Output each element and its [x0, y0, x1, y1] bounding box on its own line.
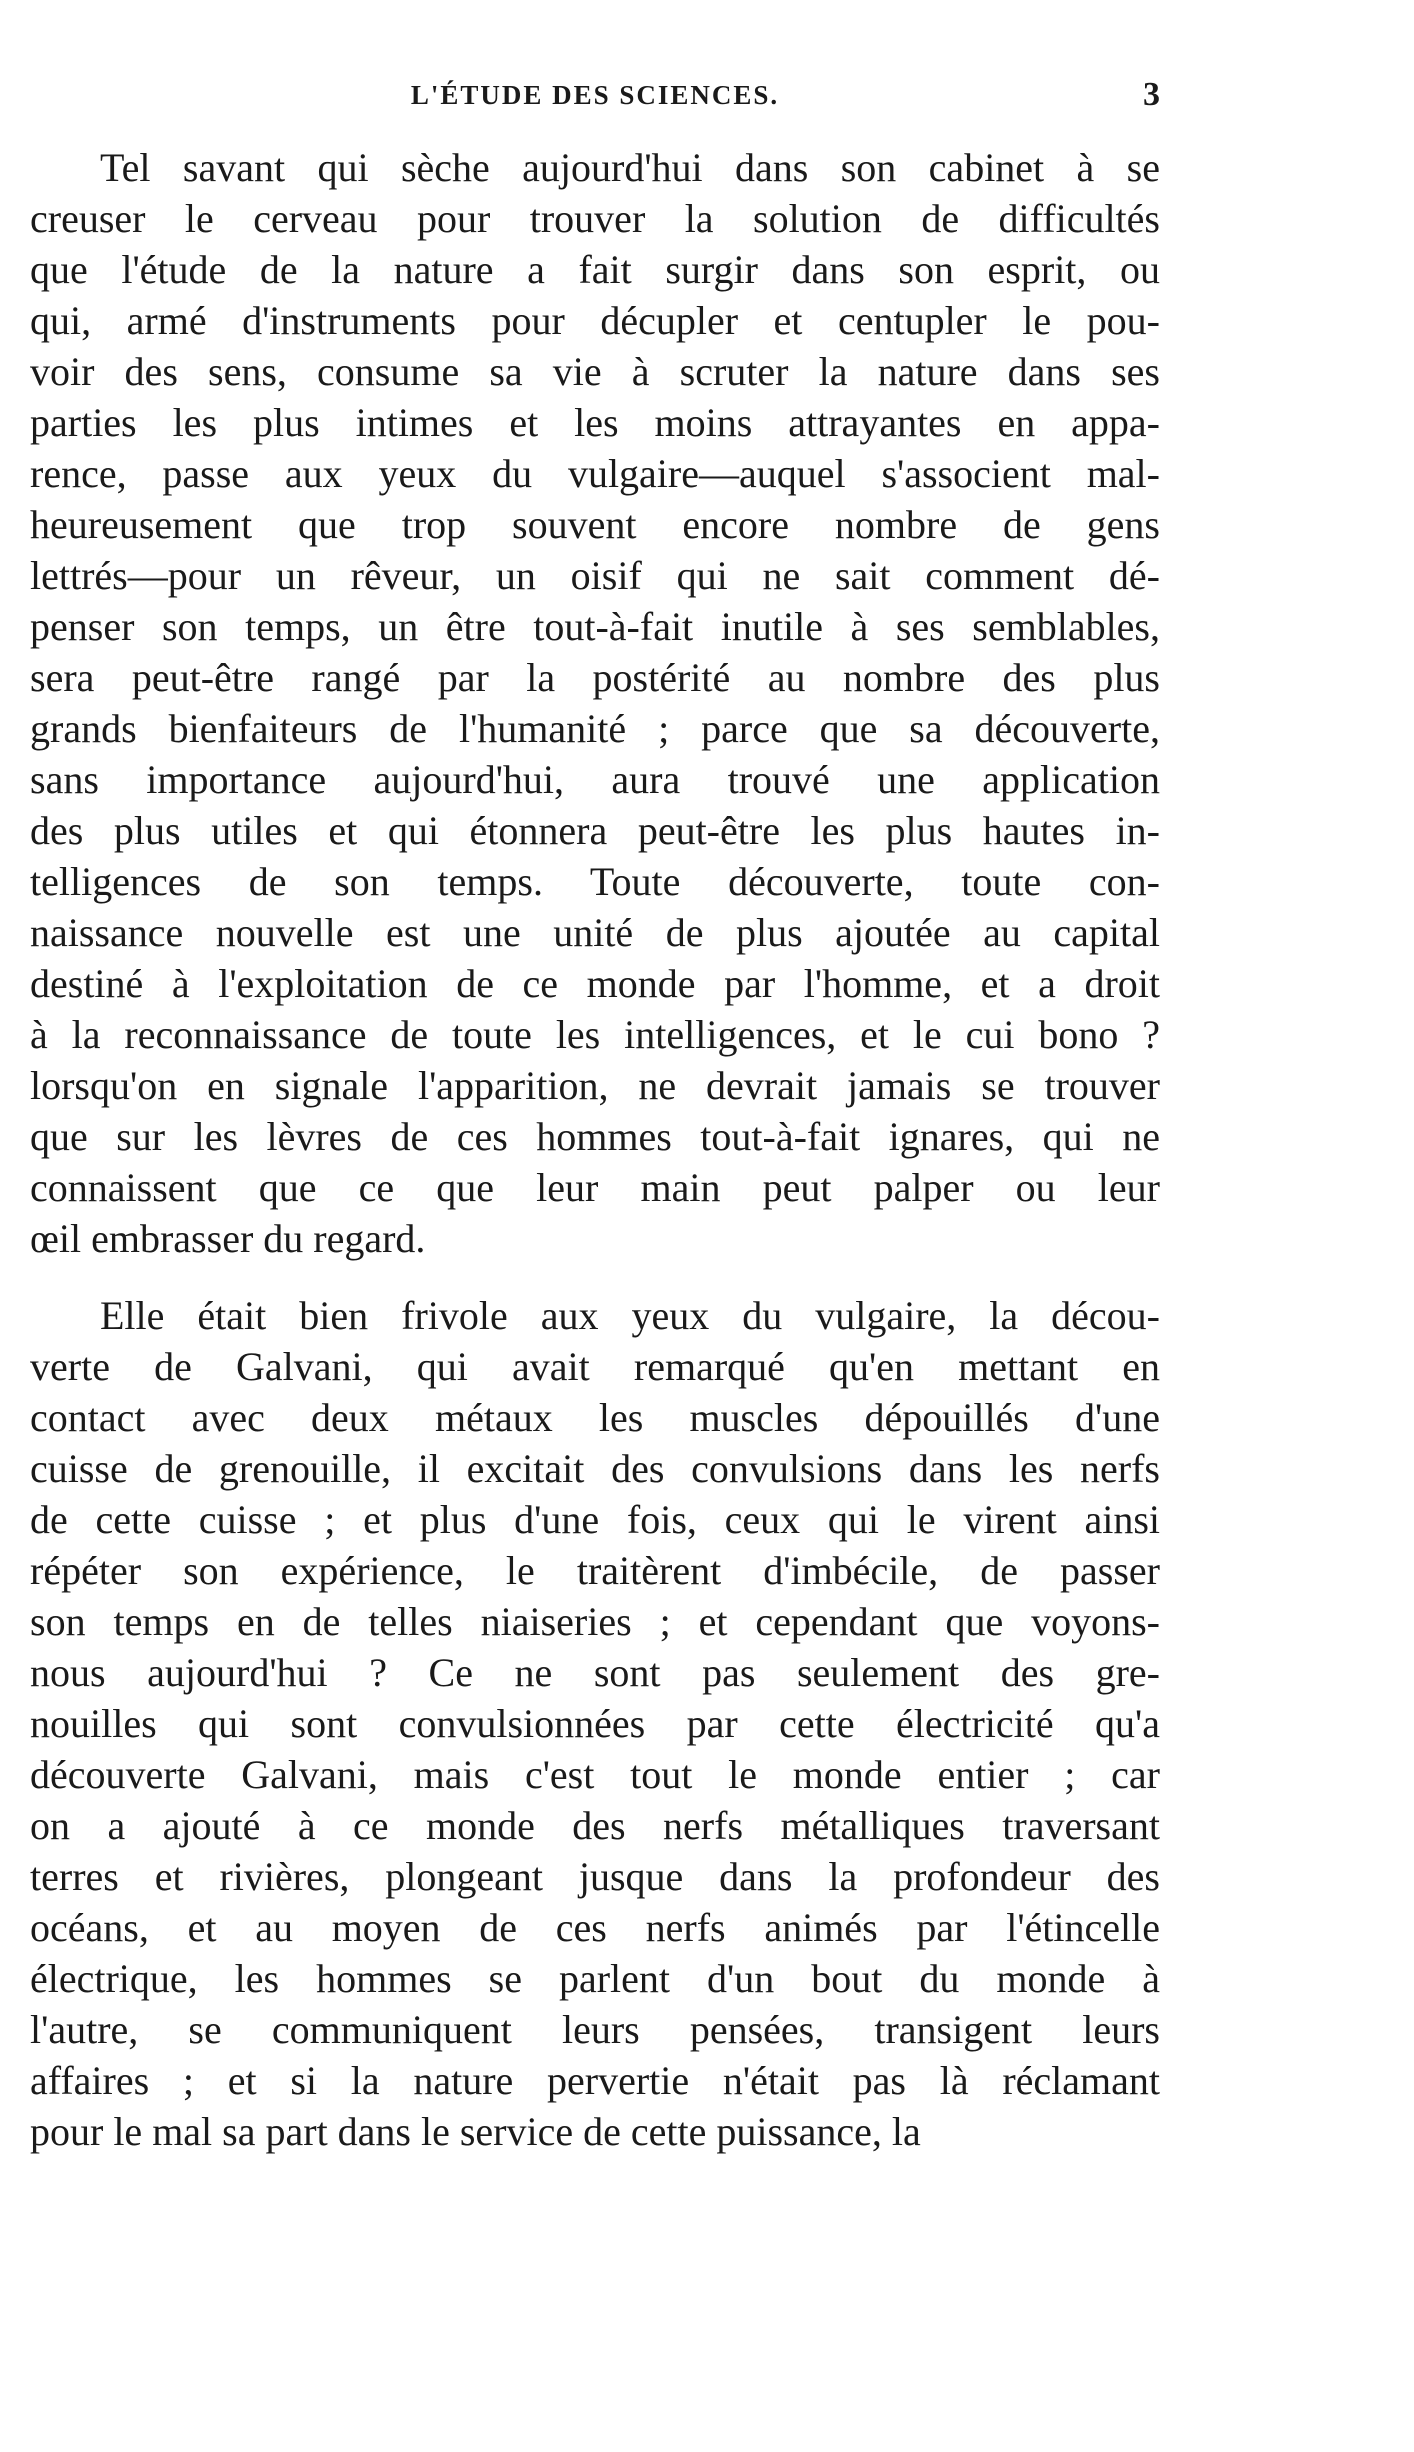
text-line: Elle était bien frivole aux yeux du vulgaire, la décou-: [100, 1293, 1160, 1338]
text-line: naissance nouvelle est une unité de plus ajoutée au capital: [30, 910, 1160, 955]
text-line: pour le mal sa part dans le service de cette puissance, la: [30, 2109, 921, 2154]
text-line: telligences de son temps. Toute découverte, toute con-: [30, 859, 1160, 904]
text-line: terres et rivières, plongeant jusque dans la profondeur des: [30, 1854, 1160, 1899]
text-line: Tel savant qui sèche aujourd'hui dans son cabinet à se: [100, 145, 1160, 190]
text-line: affaires ; et si la nature pervertie n'était pas là réclamant: [30, 2058, 1160, 2103]
running-title: L'ÉTUDE DES SCIENCES.: [410, 80, 780, 110]
text-line: sera peut-être rangé par la postérité au nombre des plus: [30, 655, 1160, 700]
paragraphs: [30, 142, 1160, 2157]
text-line: qui, armé d'instruments pour décupler et centupler le pou-: [30, 298, 1160, 343]
text-line: heureusement que trop souvent encore nombre de gens: [30, 502, 1160, 547]
text-line: nous aujourd'hui ? Ce ne sont pas seulement des gre-: [30, 1650, 1160, 1695]
text-line: électrique, les hommes se parlent d'un bout du monde à: [30, 1956, 1160, 2001]
text-line: parties les plus intimes et les moins attrayantes en appa-: [30, 400, 1160, 445]
text-line: on a ajouté à ce monde des nerfs métalliques traversant: [30, 1803, 1160, 1848]
text-line: océans, et au moyen de ces nerfs animés par l'étincelle: [30, 1905, 1160, 1950]
text-line: des plus utiles et qui étonnera peut-être les plus hautes in-: [30, 808, 1160, 853]
text-line: lorsqu'on en signale l'apparition, ne devrait jamais se trouver: [30, 1063, 1160, 1108]
text-line: sans importance aujourd'hui, aura trouvé une application: [30, 757, 1160, 802]
paragraph-gap: [30, 1264, 1160, 1290]
running-head: [30, 76, 1160, 120]
text-line: l'autre, se communiquent leurs pensées, transigent leurs: [30, 2007, 1160, 2052]
text-line: que sur les lèvres de ces hommes tout-à-fait ignares, qui ne: [30, 1114, 1160, 1159]
text-line: que l'étude de la nature a fait surgir dans son esprit, ou: [30, 247, 1160, 292]
text-line: destiné à l'exploitation de ce monde par l'homme, et a droit: [30, 961, 1160, 1006]
text-line: découverte Galvani, mais c'est tout le monde entier ; car: [30, 1752, 1160, 1797]
text-line: son temps en de telles niaiseries ; et cependant que voyons-: [30, 1599, 1160, 1644]
text-line: rence, passe aux yeux du vulgaire—auquel s'associent mal-: [30, 451, 1160, 496]
text-line: répéter son expérience, le traitèrent d'imbécile, de passer: [30, 1548, 1160, 1593]
body-text: [30, 142, 1160, 2157]
text-line: à la reconnaissance de toute les intelligences, et le cui bono ?: [30, 1012, 1160, 1057]
paragraph: [30, 1290, 1160, 2157]
text-line: contact avec deux métaux les muscles dépouillés d'une: [30, 1395, 1160, 1440]
text-line: penser son temps, un être tout-à-fait inutile à ses semblables,: [30, 604, 1160, 649]
text-line: connaissent que ce que leur main peut palper ou leur: [30, 1165, 1160, 1210]
text-line: cuisse de grenouille, il excitait des convulsions dans les nerfs: [30, 1446, 1160, 1491]
text-line: voir des sens, consume sa vie à scruter la nature dans ses: [30, 349, 1160, 394]
text-line: verte de Galvani, qui avait remarqué qu'en mettant en: [30, 1344, 1160, 1389]
text-line: œil embrasser du regard.: [30, 1216, 426, 1261]
text-line: creuser le cerveau pour trouver la solution de difficultés: [30, 196, 1160, 241]
page-number: 3: [1143, 76, 1160, 113]
paragraph: [30, 142, 1160, 1264]
text-line: lettrés—pour un rêveur, un oisif qui ne sait comment dé-: [30, 553, 1160, 598]
text-line: de cette cuisse ; et plus d'une fois, ceux qui le virent ainsi: [30, 1497, 1160, 1542]
text-line: grands bienfaiteurs de l'humanité ; parce que sa découverte,: [30, 706, 1160, 751]
text-line: nouilles qui sont convulsionnées par cette électricité qu'a: [30, 1701, 1160, 1746]
